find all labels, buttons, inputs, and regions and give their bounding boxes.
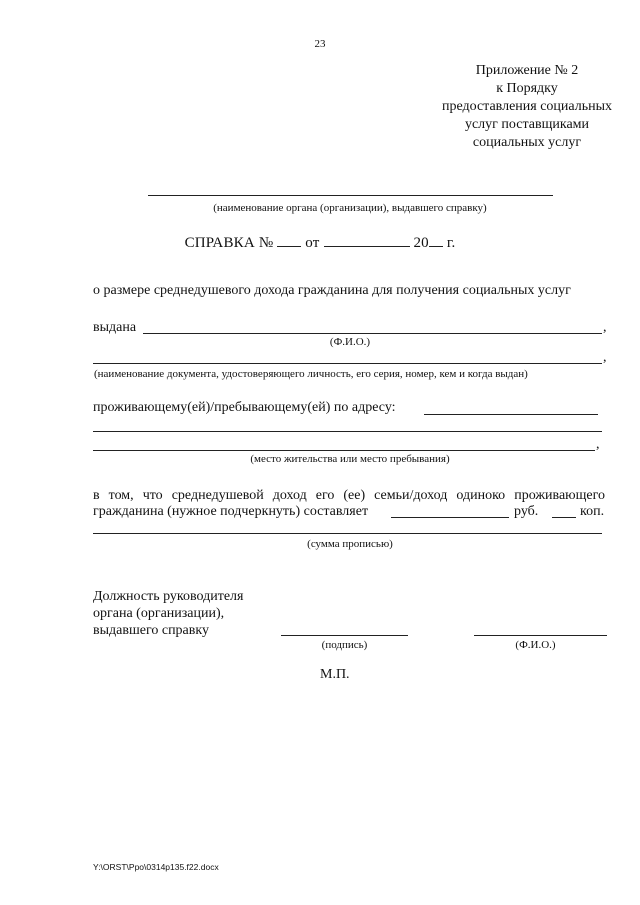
statement-line-2-text: гражданина (нужное подчеркнуть) составляет	[93, 504, 369, 519]
signature-line	[281, 635, 408, 636]
position-line: выдавшего справку	[93, 623, 209, 638]
document-comma: ,	[603, 350, 607, 365]
appendix-line: предоставления социальных	[441, 99, 613, 114]
position-title	[93, 588, 243, 639]
rub-blank	[391, 517, 509, 518]
rub-label: руб.	[514, 504, 539, 519]
position-line: Должность руководителя	[93, 589, 244, 604]
appendix-line: к Порядку	[496, 81, 558, 96]
document-title	[0, 233, 640, 252]
subject-text: о размере среднедушевого дохода гражданина для получения социальных услуг	[93, 283, 571, 298]
organ-name-caption: (наименование органа (организации), выдавшего справку)	[213, 202, 487, 214]
signer-name-line	[474, 635, 607, 636]
id-document-line	[93, 363, 602, 364]
appendix-line: услуг поставщиками	[464, 117, 590, 132]
position-line: органа (организации),	[93, 606, 225, 621]
date-blank	[324, 233, 410, 247]
address-line-3	[93, 450, 595, 451]
issued-label: выдана	[93, 320, 137, 335]
address-label: проживающему(ей)/пребывающему(ей) по адресу:	[93, 400, 396, 415]
amount-words-line	[93, 533, 602, 534]
fio-line	[143, 333, 602, 334]
appendix-line: Приложение № 2	[475, 63, 579, 78]
signer-name-caption: (Ф.И.О.)	[515, 639, 556, 651]
statement-line-1: в том, что среднедушевой доход его (ее) семьи/доход одиноко проживающего	[93, 488, 605, 503]
page-number: 23	[314, 38, 326, 50]
address-comma: ,	[596, 437, 600, 452]
title-prefix: СПРАВКА №	[184, 235, 274, 251]
signature-caption: (подпись)	[321, 639, 368, 651]
kop-label: коп.	[580, 504, 605, 519]
id-document-caption: (наименование документа, удостоверяющего личность, его серия, номер, кем и когда выдан)	[94, 368, 528, 380]
number-blank	[277, 233, 301, 247]
amount-words-caption: (сумма прописью)	[307, 538, 393, 550]
year-blank	[429, 233, 443, 247]
address-line-1	[424, 414, 598, 415]
statement-line-2	[93, 504, 368, 520]
kop-blank	[552, 517, 576, 518]
fio-caption: (Ф.И.О.)	[329, 336, 371, 348]
title-year-suffix: г.	[446, 235, 456, 251]
address-line-2	[93, 431, 602, 432]
title-year-prefix: 20	[413, 235, 429, 251]
address-caption: (место жительства или место пребывания)	[250, 453, 450, 465]
appendix-line: социальных услуг	[472, 135, 582, 150]
footer-file-path: Y:\ORST\Ppo\0314p135.f22.docx	[93, 862, 219, 872]
title-from: от	[305, 235, 320, 251]
appendix-header	[392, 62, 640, 152]
stamp-place: М.П.	[320, 667, 350, 682]
organ-name-line	[148, 195, 553, 196]
issued-comma: ,	[603, 320, 607, 335]
